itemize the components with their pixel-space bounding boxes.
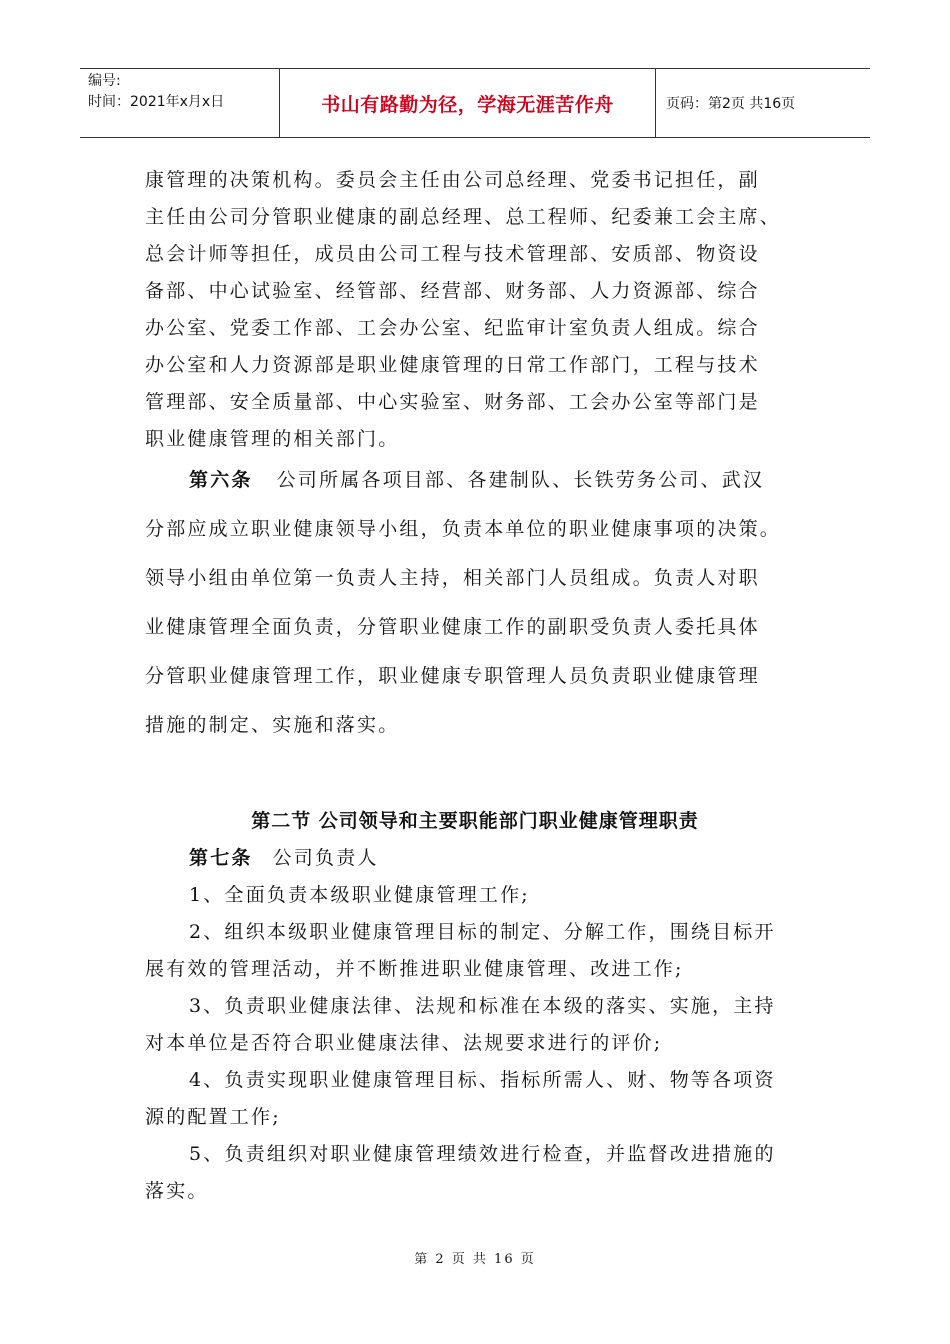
text-line: 落实。 <box>145 1180 209 1202</box>
time-label: 时间：2021年x月x日 <box>88 94 225 110</box>
text-line: 职业健康管理的相关部门。 <box>145 428 400 450</box>
article-7 <box>145 840 815 1210</box>
page-info-text: 页码：第2页 共16页 <box>666 96 796 112</box>
article-6 <box>145 456 815 750</box>
list-item: 3、负责职业健康法律、法规和标准在本级的落实、实施，主持 <box>189 995 776 1017</box>
header-meta <box>80 69 280 137</box>
text-line: 总会计师等担任，成员由公司工程与技术管理部、安质部、物资设 <box>145 243 760 265</box>
text-line: 业健康管理全面负责，分管职业健康工作的副职受负责人委托具体 <box>145 616 760 638</box>
article-6-label: 第六条 <box>189 469 253 491</box>
text-line: 备部、中心试验室、经管部、经营部、财务部、人力资源部、综合 <box>145 280 760 302</box>
number-label: 编号: <box>88 73 121 89</box>
list-item: 5、负责组织对职业健康管理绩效进行检查，并监督改进措施的 <box>189 1143 776 1165</box>
list-item: 4、负责实现职业健康管理目标、指标所需人、财、物等各项资 <box>189 1069 776 1091</box>
text-line: 主任由公司分管职业健康的副总经理、总工程师、纪委兼工会主席、 <box>145 206 782 228</box>
text-line: 办公室、党委工作部、工会办公室、纪监审计室负责人组成。综合 <box>145 317 760 339</box>
header-motto-cell <box>280 69 656 137</box>
article-6-first-line <box>145 456 815 505</box>
header-page-info <box>656 69 870 137</box>
text-line: 康管理的决策机构。委员会主任由公司总经理、党委书记担任，副 <box>145 169 760 191</box>
list-item: 2、组织本级职业健康管理目标的制定、分解工作，围绕目标开 <box>189 921 776 943</box>
page-header <box>80 68 870 138</box>
text-line: 展有效的管理活动，并不断推进职业健康管理、改进工作; <box>145 958 684 980</box>
text-line: 分管职业健康管理工作，职业健康专职管理人员负责职业健康管理 <box>145 665 760 687</box>
text-line: 领导小组由单位第一负责人主持，相关部门人员组成。负责人对职 <box>145 567 760 589</box>
text-line: 对本单位是否符合职业健康法律、法规要求进行的评价; <box>145 1032 663 1054</box>
article-7-title: 公司负责人 <box>272 847 379 869</box>
article-7-label: 第七条 <box>189 847 253 869</box>
text-line: 分部应成立职业健康领导小组，负责本单位的职业健康事项的决策。 <box>145 518 782 540</box>
article-7-first-line <box>145 840 815 877</box>
text-line: 措施的制定、实施和落实。 <box>145 714 400 736</box>
article-6-text: 公司所属各项目部、各建制队、长铁劳务公司、武汉 <box>276 469 765 491</box>
section-heading: 第二节 公司领导和主要职能部门职业健康管理职责 <box>251 810 699 832</box>
list-item: 1、全面负责本级职业健康管理工作; <box>189 884 530 906</box>
page-footer: 第 2 页 共 16 页 <box>414 1252 536 1267</box>
paragraph-committee <box>145 162 815 458</box>
text-line: 源的配置工作; <box>145 1106 281 1128</box>
text-line: 管理部、安全质量部、中心实验室、财务部、工会办公室等部门是 <box>145 391 760 413</box>
header-motto: 书山有路勤为径，学海无涯苦作舟 <box>321 93 614 116</box>
text-line: 办公室和人力资源部是职业健康管理的日常工作部门，工程与技术 <box>145 354 760 376</box>
